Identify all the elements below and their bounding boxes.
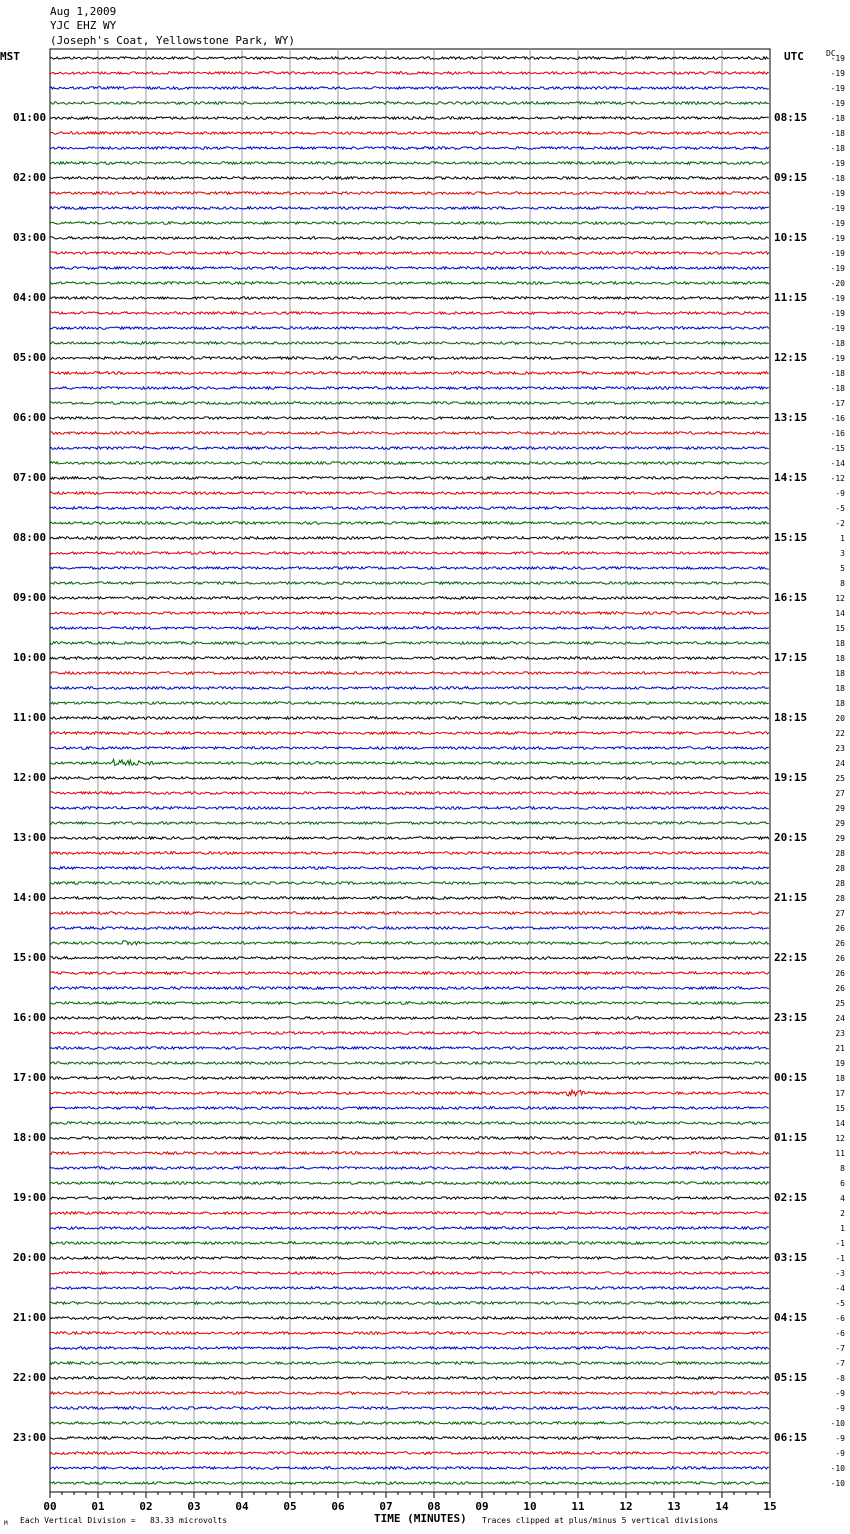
utc-hour-label: 08:15 xyxy=(774,111,808,124)
trace-line xyxy=(50,1032,769,1035)
trace-line xyxy=(50,1122,769,1125)
x-tick-label: 07 xyxy=(379,1500,393,1513)
x-tick-label: 05 xyxy=(283,1500,297,1513)
trace-line xyxy=(50,102,769,105)
trace-line xyxy=(50,327,769,330)
dc-offset-label: -19 xyxy=(830,324,845,333)
dc-offset-label: 3 xyxy=(840,549,845,558)
mst-hour-label: 08:00 xyxy=(13,531,47,544)
dc-offset-label: -10 xyxy=(830,1464,845,1473)
trace-line xyxy=(50,282,769,285)
vertical-division-note: Each Vertical Division = 83.33 microvolts xyxy=(20,1516,228,1525)
dc-offset-label: -19 xyxy=(830,84,845,93)
trace-line xyxy=(50,537,769,540)
trace-line xyxy=(50,1317,769,1320)
dc-offset-label: -1 xyxy=(835,1254,845,1263)
dc-offset-label: -6 xyxy=(835,1314,845,1323)
trace-line xyxy=(50,1467,769,1470)
trace-line xyxy=(50,582,769,585)
dc-offset-label: -18 xyxy=(830,369,845,378)
trace-line xyxy=(50,627,769,630)
trace-line xyxy=(50,342,769,345)
trace-line xyxy=(50,297,769,300)
dc-offset-label: 1 xyxy=(840,1224,845,1233)
dc-offset-label: 17 xyxy=(835,1089,845,1098)
trace-line xyxy=(50,477,769,480)
trace-line xyxy=(50,1077,769,1080)
trace-line xyxy=(50,72,769,75)
trace-line xyxy=(50,87,769,90)
dc-offset-label: -10 xyxy=(830,1419,845,1428)
mst-hour-label: 20:00 xyxy=(13,1251,47,1264)
dc-offset-label: -18 xyxy=(830,339,845,348)
trace-line xyxy=(50,702,769,705)
dc-offset-label: -8 xyxy=(835,1374,845,1383)
utc-hour-label: 05:15 xyxy=(774,1371,808,1384)
mst-hour-label: 21:00 xyxy=(13,1311,47,1324)
dc-offset-label: 29 xyxy=(835,819,845,828)
dc-offset-label: -15 xyxy=(830,444,845,453)
mst-hour-label: 17:00 xyxy=(13,1071,47,1084)
dc-offset-label: -7 xyxy=(835,1359,845,1368)
trace-line xyxy=(50,207,769,210)
dc-offset-label: -16 xyxy=(830,429,845,438)
trace-line xyxy=(50,1047,769,1050)
trace-line xyxy=(50,1482,769,1485)
x-tick-label: 03 xyxy=(187,1500,201,1513)
trace-line xyxy=(50,1392,769,1395)
utc-hour-label: 20:15 xyxy=(774,831,808,844)
trace-line xyxy=(50,162,769,165)
mst-hour-label: 07:00 xyxy=(13,471,47,484)
dc-offset-label: -18 xyxy=(830,114,845,123)
dc-offset-label: 8 xyxy=(840,1164,845,1173)
trace-line xyxy=(50,792,769,795)
dc-offset-label: -19 xyxy=(830,354,845,363)
trace-line xyxy=(50,552,769,555)
dc-offset-label: 26 xyxy=(835,924,845,933)
dc-offset-label: 14 xyxy=(835,1119,845,1128)
dc-offset-label: -19 xyxy=(830,99,845,108)
trace-line xyxy=(50,1090,769,1096)
clip-note: Traces clipped at plus/minus 5 vertical divisions xyxy=(482,1516,719,1525)
dc-offset-label: 1 xyxy=(840,534,845,543)
dc-offset-label: 18 xyxy=(835,1074,845,1083)
trace-line xyxy=(50,912,769,915)
trace-line xyxy=(50,717,769,720)
x-tick-label: 15 xyxy=(763,1500,777,1513)
mst-hour-label: 10:00 xyxy=(13,651,47,664)
dc-offset-label: 28 xyxy=(835,864,845,873)
dc-offset-label: 27 xyxy=(835,909,845,918)
dc-offset-label: 5 xyxy=(840,564,845,573)
x-tick-label: 04 xyxy=(235,1500,249,1513)
dc-offset-label: 11 xyxy=(835,1149,845,1158)
dc-offset-label: -5 xyxy=(835,504,845,513)
trace-line xyxy=(50,807,769,810)
dc-offset-label: 12 xyxy=(835,594,845,603)
dc-offset-label: -19 xyxy=(830,69,845,78)
utc-hour-label: 16:15 xyxy=(774,591,808,604)
x-tick-label: 00 xyxy=(43,1500,57,1513)
trace-line xyxy=(50,1212,769,1215)
trace-line xyxy=(50,1017,769,1020)
dc-offset-label: -14 xyxy=(830,459,845,468)
trace-line xyxy=(50,852,769,855)
dc-offset-label: -5 xyxy=(835,1299,845,1308)
dc-offset-label: -19 xyxy=(830,249,845,258)
utc-hour-label: 23:15 xyxy=(774,1011,808,1024)
trace-line xyxy=(50,732,769,735)
trace-line xyxy=(50,237,769,240)
x-tick-label: 12 xyxy=(619,1500,633,1513)
trace-line xyxy=(50,957,769,960)
mst-hour-label: 11:00 xyxy=(13,711,47,724)
trace-line xyxy=(50,1407,769,1410)
utc-hour-label: 06:15 xyxy=(774,1431,808,1444)
dc-offset-label: 19 xyxy=(835,1059,845,1068)
trace-line xyxy=(50,417,769,420)
trace-line xyxy=(50,747,769,750)
utc-hour-label: 15:15 xyxy=(774,531,808,544)
dc-offset-label: 2 xyxy=(840,1209,845,1218)
utc-hour-label: 14:15 xyxy=(774,471,808,484)
dc-offset-label: -18 xyxy=(830,129,845,138)
plot-frame xyxy=(50,49,770,1492)
trace-line xyxy=(50,1272,769,1275)
utc-hour-label: 03:15 xyxy=(774,1251,808,1264)
x-tick-label: 14 xyxy=(715,1500,729,1513)
mst-hour-label: 06:00 xyxy=(13,411,47,424)
dc-offset-label: -19 xyxy=(830,189,845,198)
trace-line xyxy=(50,657,769,660)
dc-offset-label: 15 xyxy=(835,624,845,633)
mst-hour-label: 23:00 xyxy=(13,1431,47,1444)
dc-offset-label: 27 xyxy=(835,789,845,798)
dc-offset-label: -4 xyxy=(835,1284,845,1293)
trace-line xyxy=(50,222,769,225)
mst-hour-label: 03:00 xyxy=(13,231,47,244)
utc-label: UTC xyxy=(784,50,804,63)
x-tick-label: 09 xyxy=(475,1500,489,1513)
x-tick-label: 11 xyxy=(571,1500,585,1513)
mst-hour-label: 19:00 xyxy=(13,1191,47,1204)
utc-hour-label: 04:15 xyxy=(774,1311,808,1324)
trace-line xyxy=(50,1302,769,1305)
dc-offset-label: 29 xyxy=(835,834,845,843)
dc-header: DC xyxy=(826,49,836,58)
dc-offset-label: -9 xyxy=(835,1434,845,1443)
mst-hour-label: 14:00 xyxy=(13,891,47,904)
trace-line xyxy=(50,1167,769,1170)
dc-offset-label: 18 xyxy=(835,699,845,708)
dc-offset-label: 25 xyxy=(835,999,845,1008)
utc-hour-label: 13:15 xyxy=(774,411,808,424)
dc-offset-label: 28 xyxy=(835,894,845,903)
trace-line xyxy=(50,897,769,900)
trace-line xyxy=(50,612,769,615)
trace-line xyxy=(50,687,769,690)
trace-line xyxy=(50,1362,769,1365)
trace-line xyxy=(50,777,769,780)
x-tick-label: 01 xyxy=(91,1500,105,1513)
mst-hour-label: 13:00 xyxy=(13,831,47,844)
x-tick-label: 10 xyxy=(523,1500,537,1513)
trace-line xyxy=(50,882,769,885)
trace-line xyxy=(50,177,769,180)
trace-line xyxy=(50,462,769,465)
trace-line xyxy=(50,972,769,975)
trace-line xyxy=(50,567,769,570)
mst-hour-label: 01:00 xyxy=(13,111,47,124)
mst-hour-label: 02:00 xyxy=(13,171,47,184)
dc-offset-label: -19 xyxy=(830,234,845,243)
trace-line xyxy=(50,522,769,525)
dc-offset-label: -17 xyxy=(830,399,845,408)
dc-offset-label: -2 xyxy=(835,519,845,528)
trace-line xyxy=(50,192,769,195)
trace-line xyxy=(50,927,769,930)
trace-line xyxy=(50,1002,769,1005)
trace-line xyxy=(50,1227,769,1230)
dc-offset-label: -19 xyxy=(830,309,845,318)
trace-line xyxy=(50,1437,769,1440)
dc-offset-label: 23 xyxy=(835,744,845,753)
x-axis-title: TIME (MINUTES) xyxy=(374,1512,467,1525)
x-tick-label: 02 xyxy=(139,1500,153,1513)
mst-hour-label: 05:00 xyxy=(13,351,47,364)
dc-offset-label: -18 xyxy=(830,174,845,183)
utc-hour-label: 18:15 xyxy=(774,711,808,724)
utc-hour-label: 12:15 xyxy=(774,351,808,364)
dc-offset-label: -18 xyxy=(830,144,845,153)
dc-offset-label: -12 xyxy=(830,474,845,483)
dc-offset-label: 18 xyxy=(835,684,845,693)
dc-offset-label: 4 xyxy=(840,1194,845,1203)
utc-hour-label: 21:15 xyxy=(774,891,808,904)
trace-line xyxy=(50,402,769,405)
dc-offset-label: -9 xyxy=(835,1404,845,1413)
dc-offset-label: 12 xyxy=(835,1134,845,1143)
mst-hour-label: 22:00 xyxy=(13,1371,47,1384)
x-tick-label: 08 xyxy=(427,1500,441,1513)
trace-line xyxy=(50,387,769,390)
mst-hour-label: 04:00 xyxy=(13,291,47,304)
dc-offset-label: 24 xyxy=(835,1014,845,1023)
trace-line xyxy=(50,1332,769,1335)
trace-line xyxy=(50,1182,769,1185)
dc-offset-label: 21 xyxy=(835,1044,845,1053)
dc-offset-label: 29 xyxy=(835,804,845,813)
trace-line xyxy=(50,1197,769,1200)
mst-hour-label: 16:00 xyxy=(13,1011,47,1024)
dc-offset-label: -10 xyxy=(830,1479,845,1488)
dc-offset-label: 23 xyxy=(835,1029,845,1038)
dc-offset-label: 18 xyxy=(835,639,845,648)
dc-offset-label: 6 xyxy=(840,1179,845,1188)
utc-hour-label: 02:15 xyxy=(774,1191,808,1204)
dc-offset-label: -19 xyxy=(830,54,845,63)
utc-hour-label: 00:15 xyxy=(774,1071,808,1084)
trace-line xyxy=(50,759,769,765)
utc-hour-label: 10:15 xyxy=(774,231,808,244)
trace-line xyxy=(50,57,769,60)
trace-line xyxy=(50,1377,769,1380)
plot-date: Aug 1,2009 xyxy=(50,5,117,18)
dc-offset-label: -19 xyxy=(830,264,845,273)
trace-line xyxy=(50,312,769,315)
trace-line xyxy=(50,672,769,675)
trace-line xyxy=(50,597,769,600)
trace-line xyxy=(50,1062,769,1065)
dc-offset-label: 22 xyxy=(835,729,845,738)
utc-hour-label: 22:15 xyxy=(774,951,808,964)
mst-hour-label: 12:00 xyxy=(13,771,47,784)
trace-line xyxy=(50,372,769,375)
dc-offset-label: -6 xyxy=(835,1329,845,1338)
trace-line xyxy=(50,492,769,495)
dc-offset-label: 15 xyxy=(835,1104,845,1113)
trace-line xyxy=(50,1152,769,1155)
dc-offset-label: -9 xyxy=(835,489,845,498)
dc-offset-label: 18 xyxy=(835,669,845,678)
utc-hour-label: 17:15 xyxy=(774,651,808,664)
x-tick-label: 13 xyxy=(667,1500,681,1513)
dc-offset-label: -9 xyxy=(835,1389,845,1398)
dc-offset-label: -9 xyxy=(835,1449,845,1458)
trace-line xyxy=(50,1287,769,1290)
dc-offset-label: -7 xyxy=(835,1344,845,1353)
x-tick-label: 06 xyxy=(331,1500,345,1513)
trace-line xyxy=(50,357,769,360)
dc-offset-label: 26 xyxy=(835,984,845,993)
dc-offset-label: -19 xyxy=(830,294,845,303)
trace-line xyxy=(50,267,769,270)
station-location: (Joseph's Coat, Yellowstone Park, WY) xyxy=(50,34,296,47)
dc-offset-label: -19 xyxy=(830,219,845,228)
dc-offset-label: -3 xyxy=(835,1269,845,1278)
utc-hour-label: 11:15 xyxy=(774,291,808,304)
dc-offset-label: 28 xyxy=(835,849,845,858)
trace-line xyxy=(50,867,769,870)
utc-hour-label: 09:15 xyxy=(774,171,808,184)
trace-line xyxy=(50,1257,769,1260)
trace-line xyxy=(50,1422,769,1425)
trace-line xyxy=(50,447,769,450)
dc-offset-label: 24 xyxy=(835,759,845,768)
trace-line xyxy=(50,147,769,150)
corner-mark: M xyxy=(4,1520,8,1527)
trace-line xyxy=(50,1452,769,1455)
mst-hour-label: 09:00 xyxy=(13,591,47,604)
trace-line xyxy=(50,987,769,990)
dc-offset-label: -16 xyxy=(830,414,845,423)
trace-line xyxy=(50,1347,769,1350)
dc-offset-label: 14 xyxy=(835,609,845,618)
dc-offset-label: -1 xyxy=(835,1239,845,1248)
trace-line xyxy=(50,1107,769,1110)
trace-line xyxy=(50,432,769,435)
mst-hour-label: 18:00 xyxy=(13,1131,47,1144)
dc-offset-label: -19 xyxy=(830,159,845,168)
dc-offset-label: -19 xyxy=(830,204,845,213)
utc-hour-label: 01:15 xyxy=(774,1131,808,1144)
dc-offset-label: 26 xyxy=(835,939,845,948)
dc-offset-label: 18 xyxy=(835,654,845,663)
dc-offset-label: -18 xyxy=(830,384,845,393)
trace-line xyxy=(50,252,769,255)
trace-line xyxy=(50,507,769,510)
mst-label: MST xyxy=(0,50,20,63)
dc-offset-label: 20 xyxy=(835,714,845,723)
trace-line xyxy=(50,132,769,135)
trace-line xyxy=(50,1137,769,1140)
dc-offset-label: 26 xyxy=(835,954,845,963)
dc-offset-label: 28 xyxy=(835,879,845,888)
trace-line xyxy=(50,837,769,840)
dc-offset-label: 25 xyxy=(835,774,845,783)
station-name: YJC EHZ WY xyxy=(50,19,117,32)
dc-offset-label: -20 xyxy=(830,279,845,288)
trace-line xyxy=(50,1242,769,1245)
trace-line xyxy=(50,117,769,120)
dc-offset-label: 8 xyxy=(840,579,845,588)
trace-line xyxy=(50,822,769,825)
mst-hour-label: 15:00 xyxy=(13,951,47,964)
utc-hour-label: 19:15 xyxy=(774,771,808,784)
dc-offset-label: 26 xyxy=(835,969,845,978)
trace-line xyxy=(50,941,769,945)
trace-line xyxy=(50,642,769,645)
